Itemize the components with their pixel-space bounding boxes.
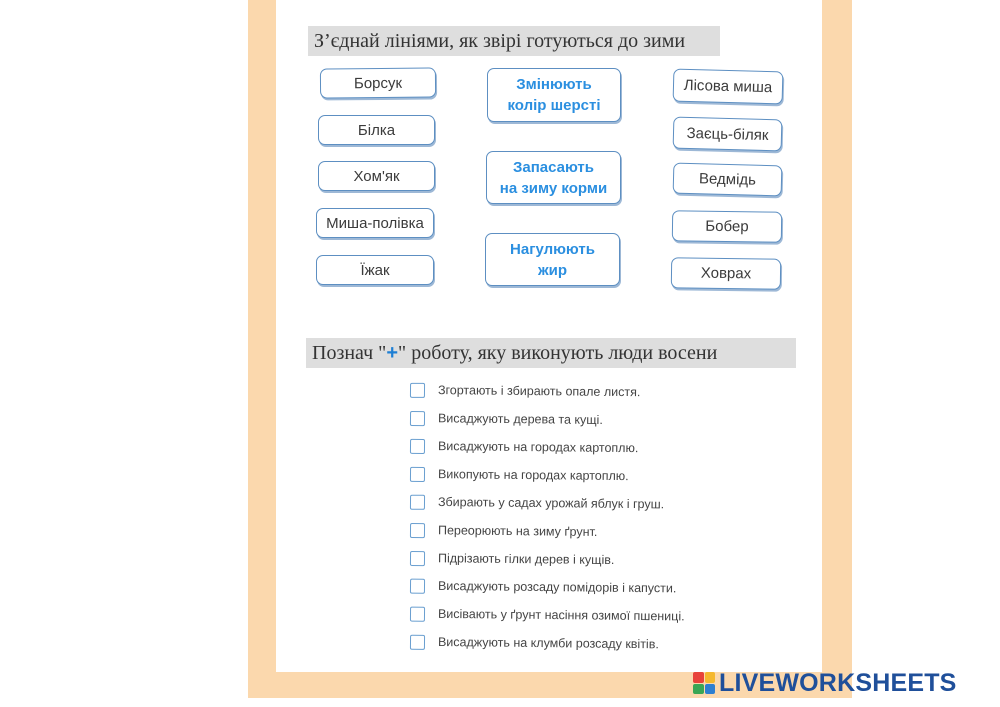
logo-tile [705,672,716,683]
task-item [410,547,615,571]
animal-label: Їжак [360,261,390,279]
task-label: Висаджують дерева та кущі. [437,411,603,428]
action-line: на зиму корми [499,179,608,197]
animal-right-beaver[interactable] [672,210,782,243]
action-line: колір шерсті [507,97,601,114]
task-label: Висаджують на клумби розсаду квітів. [437,634,659,652]
action-line: Нагулюють [510,240,595,258]
task-label: Згортають і збирають опале листя. [437,383,641,400]
task-item [410,575,677,600]
liveworksheets-logo [693,668,957,698]
task-checkbox[interactable] [410,523,425,538]
exercise1-title: З’єднай лініями, як звірі готуються до зими [308,26,720,56]
plus-sign: + [386,342,399,364]
task-item [410,603,685,628]
animal-right-hare[interactable] [673,117,783,152]
task-checkbox[interactable] [410,494,425,509]
task-label: Висаджують на городах картоплю. [437,439,639,456]
animal-right-wood-mouse[interactable] [673,69,784,105]
task-item [410,463,629,487]
animal-left-badger[interactable] [320,67,436,98]
animal-right-gopher[interactable] [671,257,781,290]
task-label: Збирають у садах урожай яблук і груш. [437,494,665,512]
task-item [410,631,659,656]
title-part: Познач " [312,342,387,364]
title-part: " роботу, яку виконують люди восени [398,342,718,364]
task-label: Висівають у ґрунт насіння озимої пшениці. [437,606,685,624]
animal-label: Білка [357,121,396,139]
task-label: Переорюють на зиму ґрунт. [437,523,598,539]
animal-right-bear[interactable] [673,163,783,197]
animal-label: Хом'як [353,167,400,185]
animal-label: Ховрах [700,264,752,283]
exercise2-title [306,338,796,368]
logo-tile [693,684,704,695]
task-checkbox[interactable] [410,578,425,593]
animal-label: Бобер [705,217,749,236]
task-item [410,407,603,431]
logo-mark-icon [693,672,715,694]
animal-label: Миша-полівка [326,214,424,232]
task-item [410,435,639,459]
brand-name: LIVEWORKSHEETS [719,668,957,697]
task-item [410,491,664,516]
animal-label: Заєць-біляк [686,124,769,144]
task-checkbox[interactable] [410,438,425,453]
animal-left-squirrel[interactable] [318,115,435,145]
task-label: Викопують на городах картоплю. [437,467,629,484]
action-line: Запасають [512,158,594,176]
task-checkbox[interactable] [410,410,425,425]
logo-tile [705,684,716,695]
animal-label: Ведмідь [698,170,757,189]
animal-left-vole[interactable] [316,208,434,238]
action-line: Змінюють [516,76,592,93]
animal-left-hedgehog[interactable] [316,255,434,285]
action-line: жир [537,261,568,279]
task-checkbox[interactable] [410,634,425,649]
task-checkbox[interactable] [410,606,425,621]
action-store-food[interactable] [486,151,621,204]
task-item [410,379,641,403]
task-checkbox[interactable] [410,466,425,481]
action-gain-fat[interactable] [485,233,620,286]
action-change-fur[interactable] [487,68,621,122]
task-label: Висаджують розсаду помідорів і капусти. [437,578,677,596]
task-label: Підрізають гілки дерев і кущів. [437,551,615,568]
task-checkbox[interactable] [410,382,425,397]
animal-left-hamster[interactable] [318,161,435,191]
animal-label: Борсук [353,74,403,92]
task-item [410,519,598,543]
task-checkbox[interactable] [410,550,425,565]
logo-tile [693,672,704,683]
animal-label: Лісова миша [683,76,773,97]
